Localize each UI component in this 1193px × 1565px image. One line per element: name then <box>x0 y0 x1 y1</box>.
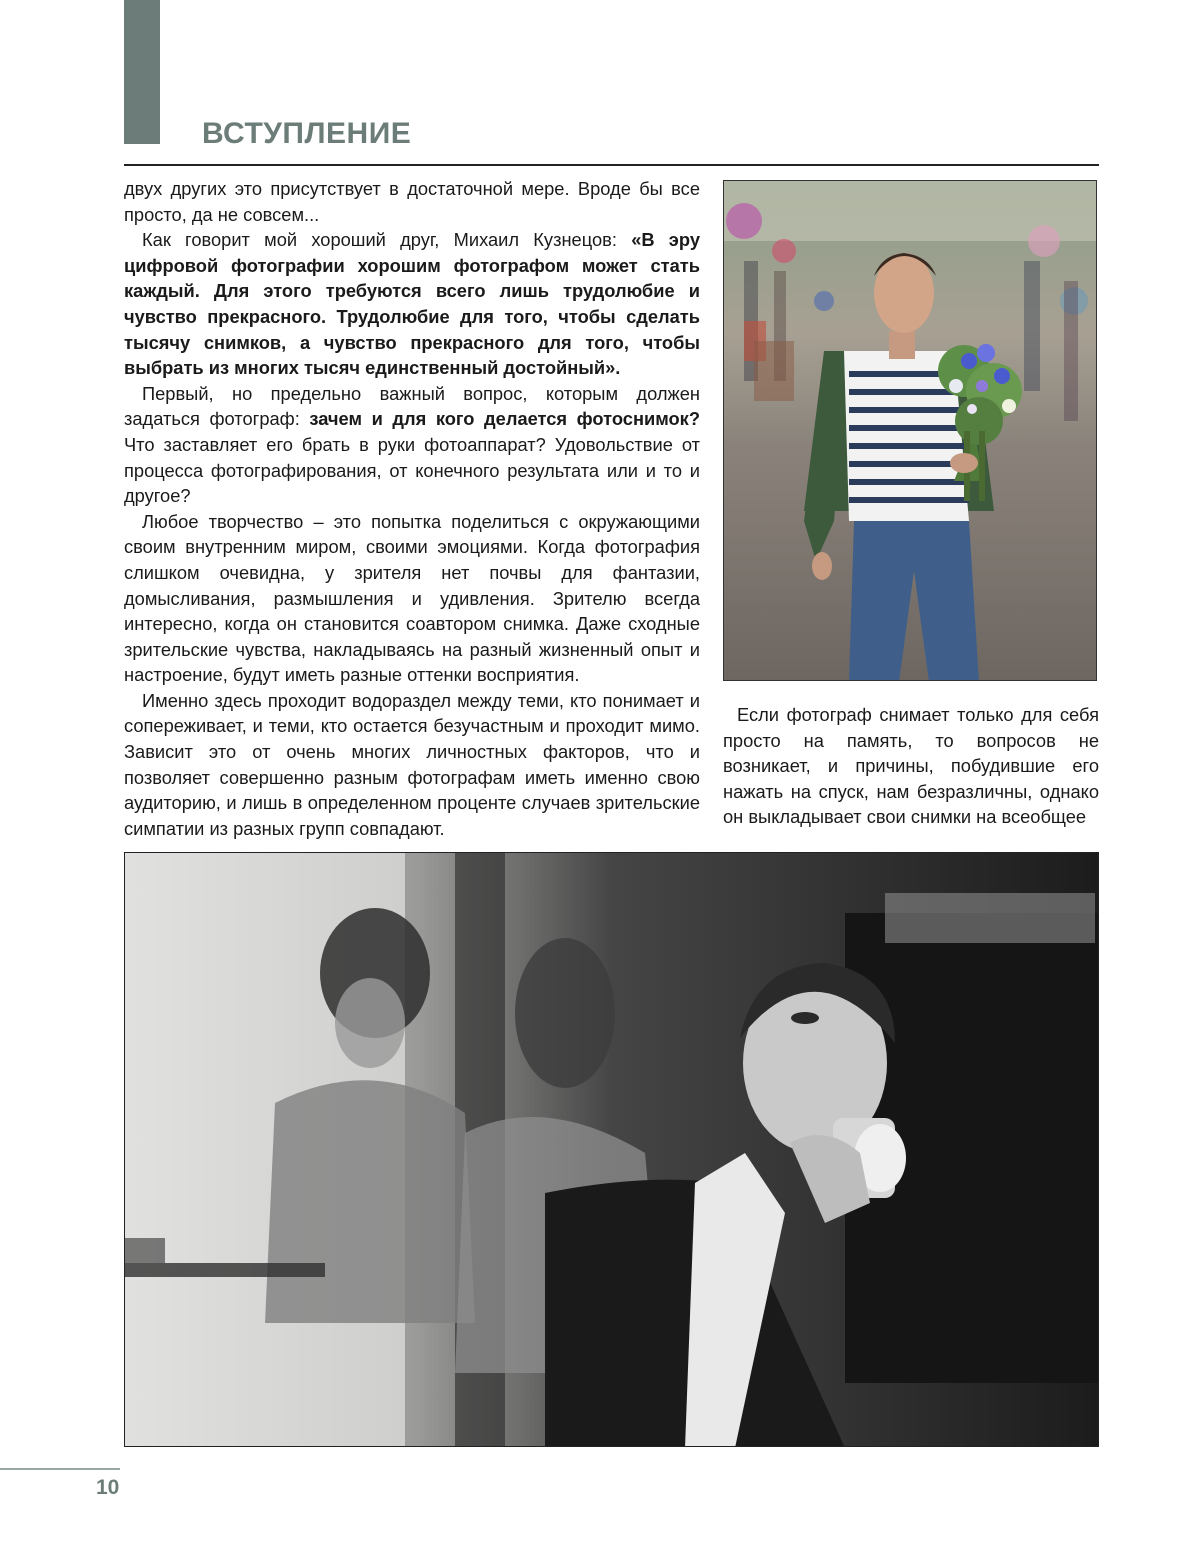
paragraph-1: двух других это присутствует в достаточной мере. Вроде бы все просто, да не совсем... <box>124 178 700 225</box>
cafe-scene-illustration <box>125 853 1099 1447</box>
right-text-column <box>723 702 1099 830</box>
paragraph-3 <box>124 381 700 509</box>
left-text-column <box>124 176 700 841</box>
paragraph-3-rest: Что заставляет его брать в руки фотоаппарат? Удовольствие от процесса фотографирования, от конечного результата или и то и другое? <box>124 433 700 507</box>
paragraph-2-intro: Как говорит мой хороший друг, Михаил Кузнецов: <box>142 229 632 251</box>
header-accent-bar <box>124 0 160 144</box>
header-rule <box>124 164 1099 166</box>
man-with-flowers-illustration <box>724 181 1097 681</box>
page-number: 10 <box>96 1476 120 1499</box>
photo-man-with-flowers <box>723 180 1097 681</box>
footer-rule <box>0 1468 120 1470</box>
paragraph-4: Любое творчество – это попытка поделиться с окружающими своим внутренним миром, своими эмоциями. Когда фотография слишком очевидна, у зрителя нет почвы для фантазии, домысливания, размышления и удивления. Зрителю всегда интересно, когда он становится соавтором снимка. Даже сходные зрительские чувства, накладываясь на разный жизненный опыт и настроение, будут иметь разные оттенки восприятия. <box>124 510 700 686</box>
paragraph-2-quote: «В эру цифровой фотографии хорошим фотографом может стать каждый. Для этого требуются всего лишь трудолюбие и чувство прекрасного. Трудолюбие для того, чтобы сделать тысячу снимков, а чувство прекрасного для того, чтобы выбрать из многих тысяч единственный достойный». <box>124 229 700 379</box>
photo-cafe-scene <box>124 852 1099 1447</box>
paragraph-3-question: зачем и для кого делается фотоснимок? <box>309 408 700 430</box>
paragraph-5: Именно здесь проходит водораздел между теми, кто понимает и сопереживает, и теми, кто остается безучастным и проходит мимо. Зависит это от очень многих личностных факторов, что и позволяет совершенно разным фотографам иметь именно свою аудиторию, и лишь в определенном проценте случаев зрительские симпатии из разных групп совпадают. <box>124 689 700 839</box>
paragraph-3-intro: Первый, но предельно важный вопрос, которым должен задаться фотограф: <box>124 382 700 430</box>
paragraph-2 <box>124 227 700 381</box>
right-paragraph-1: Если фотограф снимает только для себя просто на память, то вопросов не возникает, и причины, побудившие его нажать на спуск, нам безразличны, однако он выкладывает свои снимки на всеобщее <box>723 704 1099 828</box>
section-title: ВСТУПЛЕНИЕ <box>202 117 412 150</box>
